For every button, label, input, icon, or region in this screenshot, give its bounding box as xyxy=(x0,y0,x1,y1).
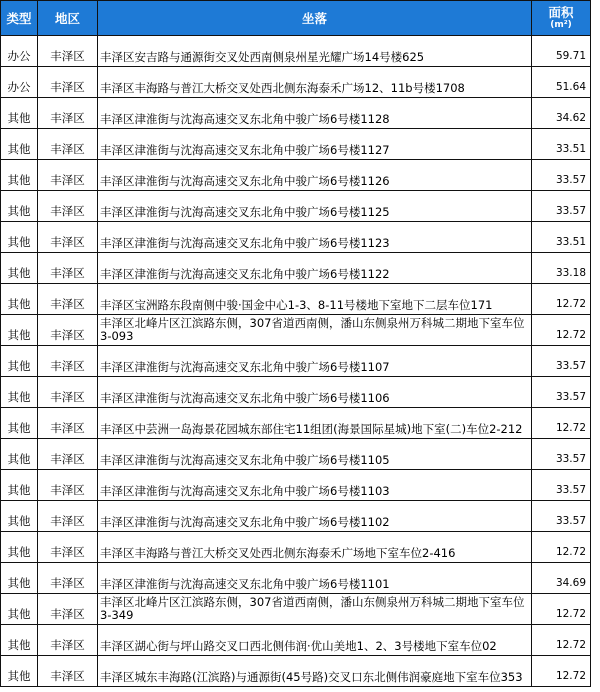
cell-type[interactable]: 其他 xyxy=(1,160,38,191)
cell-location[interactable]: 丰泽区城东丰海路(江滨路)与通源街(45号路)交叉口东北侧伟润豪庭地下室车位353 xyxy=(98,656,532,687)
cell-size[interactable]: 12.72 xyxy=(532,594,591,625)
table-row[interactable] xyxy=(1,439,591,470)
cell-area[interactable]: 丰泽区 xyxy=(38,222,98,253)
table-row[interactable] xyxy=(1,563,591,594)
column-header-type[interactable]: 类型 xyxy=(1,1,38,36)
cell-type[interactable]: 其他 xyxy=(1,656,38,687)
cell-area[interactable]: 丰泽区 xyxy=(38,563,98,594)
cell-location[interactable]: 丰泽区中芸洲一岛海景花园城东部住宅11组团(海景国际星城)地下室(二)车位2-212 xyxy=(98,408,532,439)
cell-location[interactable]: 丰泽区津淮街与沈海高速交叉东北角中骏广场6号楼1101 xyxy=(98,563,532,594)
column-header-size[interactable] xyxy=(532,1,591,36)
cell-size[interactable]: 33.51 xyxy=(532,222,591,253)
size-header-unit: (m²) xyxy=(550,20,572,30)
cell-type[interactable]: 其他 xyxy=(1,253,38,284)
cell-area[interactable]: 丰泽区 xyxy=(38,408,98,439)
cell-area[interactable]: 丰泽区 xyxy=(38,501,98,532)
table-row[interactable] xyxy=(1,594,591,625)
cell-type[interactable]: 其他 xyxy=(1,191,38,222)
cell-size[interactable]: 33.57 xyxy=(532,191,591,222)
cell-area[interactable]: 丰泽区 xyxy=(38,532,98,563)
cell-size[interactable]: 12.72 xyxy=(532,625,591,656)
cell-type[interactable]: 其他 xyxy=(1,222,38,253)
cell-size[interactable]: 33.18 xyxy=(532,253,591,284)
cell-location[interactable]: 丰泽区北峰片区江滨路东侧，307省道西南侧，潘山东侧泉州万科城二期地下室车位3-093 xyxy=(98,315,532,346)
table-row[interactable] xyxy=(1,656,591,687)
cell-size[interactable]: 33.57 xyxy=(532,160,591,191)
table-row[interactable] xyxy=(1,346,591,377)
cell-area[interactable]: 丰泽区 xyxy=(38,470,98,501)
column-header-area[interactable]: 地区 xyxy=(38,1,98,36)
cell-size[interactable]: 12.72 xyxy=(532,532,591,563)
cell-location[interactable]: 丰泽区北峰片区江滨路东侧，307省道西南侧，潘山东侧泉州万科城二期地下室车位3-349 xyxy=(98,594,532,625)
cell-size[interactable]: 33.57 xyxy=(532,470,591,501)
cell-location[interactable]: 丰泽区湖心街与坪山路交叉口西北侧伟润·优山美地1、2、3号楼地下室车位02 xyxy=(98,625,532,656)
cell-location[interactable]: 丰泽区津淮街与沈海高速交叉东北角中骏广场6号楼1123 xyxy=(98,222,532,253)
cell-size[interactable]: 12.72 xyxy=(532,284,591,315)
cell-area[interactable]: 丰泽区 xyxy=(38,594,98,625)
cell-location[interactable]: 丰泽区津淮街与沈海高速交叉东北角中骏广场6号楼1126 xyxy=(98,160,532,191)
cell-area[interactable]: 丰泽区 xyxy=(38,160,98,191)
cell-type[interactable]: 其他 xyxy=(1,98,38,129)
cell-type[interactable]: 其他 xyxy=(1,346,38,377)
cell-type[interactable]: 其他 xyxy=(1,129,38,160)
table-row[interactable] xyxy=(1,625,591,656)
cell-size[interactable]: 33.57 xyxy=(532,439,591,470)
table-row[interactable] xyxy=(1,98,591,129)
cell-size[interactable]: 12.72 xyxy=(532,315,591,346)
cell-area[interactable]: 丰泽区 xyxy=(38,377,98,408)
cell-type[interactable]: 其他 xyxy=(1,625,38,656)
cell-size[interactable]: 59.71 xyxy=(532,36,591,67)
table-row[interactable] xyxy=(1,408,591,439)
cell-type[interactable]: 其他 xyxy=(1,439,38,470)
table-row[interactable] xyxy=(1,284,591,315)
cell-area[interactable]: 丰泽区 xyxy=(38,253,98,284)
cell-area[interactable]: 丰泽区 xyxy=(38,191,98,222)
table-row[interactable] xyxy=(1,67,591,98)
cell-location[interactable]: 丰泽区津淮街与沈海高速交叉东北角中骏广场6号楼1106 xyxy=(98,377,532,408)
cell-area[interactable]: 丰泽区 xyxy=(38,67,98,98)
table-row[interactable] xyxy=(1,532,591,563)
header-row xyxy=(1,1,591,36)
cell-type[interactable]: 其他 xyxy=(1,501,38,532)
cell-size[interactable]: 12.72 xyxy=(532,656,591,687)
cell-type[interactable]: 其他 xyxy=(1,532,38,563)
cell-area[interactable]: 丰泽区 xyxy=(38,346,98,377)
cell-type[interactable]: 办公 xyxy=(1,67,38,98)
table-row[interactable] xyxy=(1,222,591,253)
cell-size[interactable]: 33.51 xyxy=(532,129,591,160)
cell-location[interactable]: 丰泽区津淮街与沈海高速交叉东北角中骏广场6号楼1122 xyxy=(98,253,532,284)
cell-location[interactable]: 丰泽区丰海路与普江大桥交叉处西北侧东海泰禾广场地下室车位2-416 xyxy=(98,532,532,563)
table-row[interactable] xyxy=(1,501,591,532)
cell-location[interactable]: 丰泽区津淮街与沈海高速交叉东北角中骏广场6号楼1127 xyxy=(98,129,532,160)
cell-size[interactable]: 33.57 xyxy=(532,346,591,377)
cell-location[interactable]: 丰泽区津淮街与沈海高速交叉东北角中骏广场6号楼1105 xyxy=(98,439,532,470)
cell-area[interactable]: 丰泽区 xyxy=(38,625,98,656)
table-row[interactable] xyxy=(1,36,591,67)
cell-type[interactable]: 办公 xyxy=(1,36,38,67)
cell-size[interactable]: 34.62 xyxy=(532,98,591,129)
table-row[interactable] xyxy=(1,253,591,284)
cell-size[interactable]: 34.69 xyxy=(532,563,591,594)
size-header-label: 面积 xyxy=(548,5,574,20)
cell-type[interactable]: 其他 xyxy=(1,377,38,408)
cell-area[interactable]: 丰泽区 xyxy=(38,439,98,470)
cell-size[interactable]: 33.57 xyxy=(532,377,591,408)
cell-type[interactable]: 其他 xyxy=(1,315,38,346)
cell-type[interactable]: 其他 xyxy=(1,594,38,625)
table-row[interactable] xyxy=(1,315,591,346)
cell-area[interactable]: 丰泽区 xyxy=(38,98,98,129)
cell-location[interactable]: 丰泽区津淮街与沈海高速交叉东北角中骏广场6号楼1125 xyxy=(98,191,532,222)
cell-size[interactable]: 51.64 xyxy=(532,67,591,98)
cell-location[interactable]: 丰泽区宝洲路东段南侧中骏·国金中心1-3、8-11号楼地下室地下二层车位171 xyxy=(98,284,532,315)
cell-area[interactable]: 丰泽区 xyxy=(38,315,98,346)
cell-location[interactable]: 丰泽区津淮街与沈海高速交叉东北角中骏广场6号楼1102 xyxy=(98,501,532,532)
table-row[interactable] xyxy=(1,470,591,501)
table-row[interactable] xyxy=(1,377,591,408)
cell-location[interactable]: 丰泽区津淮街与沈海高速交叉东北角中骏广场6号楼1107 xyxy=(98,346,532,377)
cell-size[interactable]: 12.72 xyxy=(532,408,591,439)
cell-location[interactable]: 丰泽区丰海路与普江大桥交叉处西北侧东海泰禾广场12、11b号楼1708 xyxy=(98,67,532,98)
cell-area[interactable]: 丰泽区 xyxy=(38,36,98,67)
column-header-location[interactable]: 坐落 xyxy=(98,1,532,36)
cell-area[interactable]: 丰泽区 xyxy=(38,656,98,687)
cell-location[interactable]: 丰泽区安吉路与通源街交叉处西南侧泉州星光耀广场14号楼625 xyxy=(98,36,532,67)
cell-type[interactable]: 其他 xyxy=(1,408,38,439)
cell-type[interactable]: 其他 xyxy=(1,470,38,501)
cell-area[interactable]: 丰泽区 xyxy=(38,284,98,315)
cell-size[interactable]: 33.57 xyxy=(532,501,591,532)
table-row[interactable] xyxy=(1,160,591,191)
cell-type[interactable]: 其他 xyxy=(1,563,38,594)
table-row[interactable] xyxy=(1,129,591,160)
cell-type[interactable]: 其他 xyxy=(1,284,38,315)
cell-location[interactable]: 丰泽区津淮街与沈海高速交叉东北角中骏广场6号楼1128 xyxy=(98,98,532,129)
table-row[interactable] xyxy=(1,191,591,222)
cell-area[interactable]: 丰泽区 xyxy=(38,129,98,160)
cell-location[interactable]: 丰泽区津淮街与沈海高速交叉东北角中骏广场6号楼1103 xyxy=(98,470,532,501)
